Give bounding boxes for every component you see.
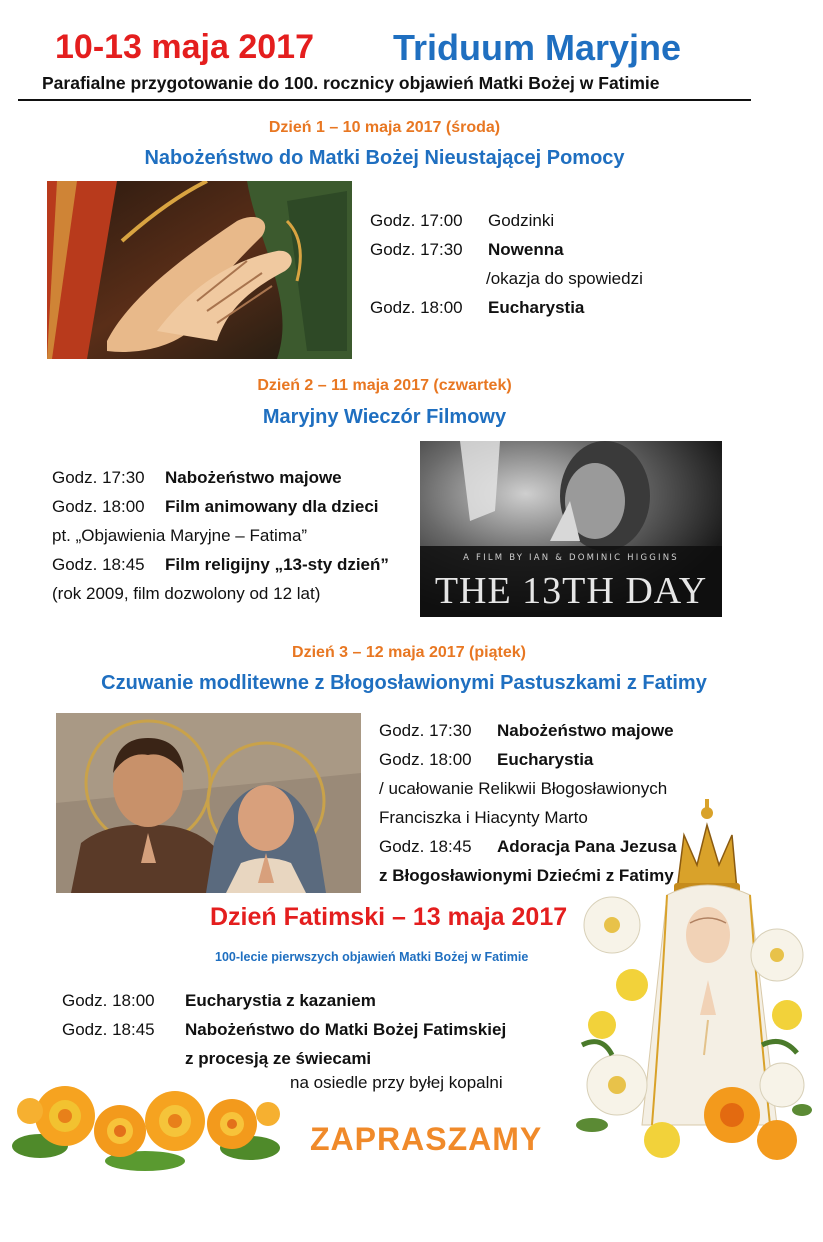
fatima-day-subtitle: 100-lecie pierwszych objawień Matki Bożej w Fatimie — [215, 950, 529, 964]
invite-text: ZAPRASZAMY — [310, 1121, 543, 1157]
day2-label: Dzień 2 – 11 maja 2017 (czwartek) — [257, 377, 512, 394]
schedule-row: Godz. 17:00 Godzinki — [370, 211, 555, 230]
schedule-row: Godz. 17:30 Nabożeństwo majowe — [379, 721, 674, 740]
header-divider — [18, 99, 751, 101]
schedule-row: z procesją ze świecami — [185, 1049, 372, 1068]
roses-decoration-image — [10, 1076, 282, 1174]
schedule-row: Godz. 18:00 Eucharystia — [379, 750, 594, 769]
day3-label: Dzień 3 – 12 maja 2017 (piątek) — [292, 644, 526, 661]
fatima-schedule — [62, 986, 506, 1073]
schedule-row: Godz. 17:30 Nowenna — [370, 240, 564, 259]
day1-label: Dzień 1 – 10 maja 2017 (środa) — [268, 119, 501, 136]
schedule-row: Godz. 18:00 Eucharystia — [370, 298, 585, 317]
procession-note: na osiedle przy byłej kopalni — [290, 1073, 503, 1092]
film-poster-image — [420, 441, 722, 617]
schedule-row: / ucałowanie Relikwii Błogosławionych — [379, 779, 668, 798]
poster-credit: A FILM BY IAN & DOMINIC HIGGINS — [463, 553, 679, 563]
event-dates: 10-13 maja 2017 — [55, 28, 314, 66]
page-subtitle: Parafialne przygotowanie do 100. rocznicy objawień Matki Bożej w Fatimie — [42, 73, 660, 93]
icon-hands-image — [47, 181, 352, 359]
fatima-day-title: Dzień Fatimski – 13 maja 2017 — [210, 903, 568, 931]
schedule-row: Godz. 18:45 Film religijny „13-sty dzień” — [52, 555, 389, 574]
schedule-row: Godz. 18:00 Film animowany dla dzieci — [52, 497, 379, 516]
schedule-row: z Błogosławionymi Dziećmi z Fatimy — [379, 866, 674, 885]
our-lady-fatima-image — [572, 795, 812, 1175]
schedule-row: Godz. 17:30 Nabożeństwo majowe — [52, 468, 342, 487]
page-title: Triduum Maryjne — [393, 27, 682, 68]
day3-title: Czuwanie modlitewne z Błogosławionymi Pastuszkami z Fatimy — [101, 672, 707, 694]
schedule-row: pt. „Objawienia Maryjne – Fatima” — [52, 526, 308, 545]
schedule-row: (rok 2009, film dozwolony od 12 lat) — [52, 584, 321, 603]
day1-schedule — [370, 206, 643, 322]
schedule-row: /okazja do spowiedzi — [486, 269, 643, 288]
schedule-row: Godz. 18:45 Nabożeństwo do Matki Bożej Fatimskiej — [62, 1020, 507, 1039]
schedule-row: Franciszka i Hiacynty Marto — [379, 808, 588, 827]
day1-title: Nabożeństwo do Matki Bożej Nieustającej Pomocy — [144, 147, 625, 169]
day2-schedule — [52, 463, 389, 608]
poster-title: THE 13TH DAY — [434, 570, 708, 612]
schedule-row: Godz. 18:45 Adoracja Pana Jezusa — [379, 837, 677, 856]
shepherd-children-image — [56, 713, 361, 893]
schedule-row: Godz. 18:00 Eucharystia z kazaniem — [62, 991, 376, 1010]
day2-title: Maryjny Wieczór Filmowy — [262, 406, 507, 428]
